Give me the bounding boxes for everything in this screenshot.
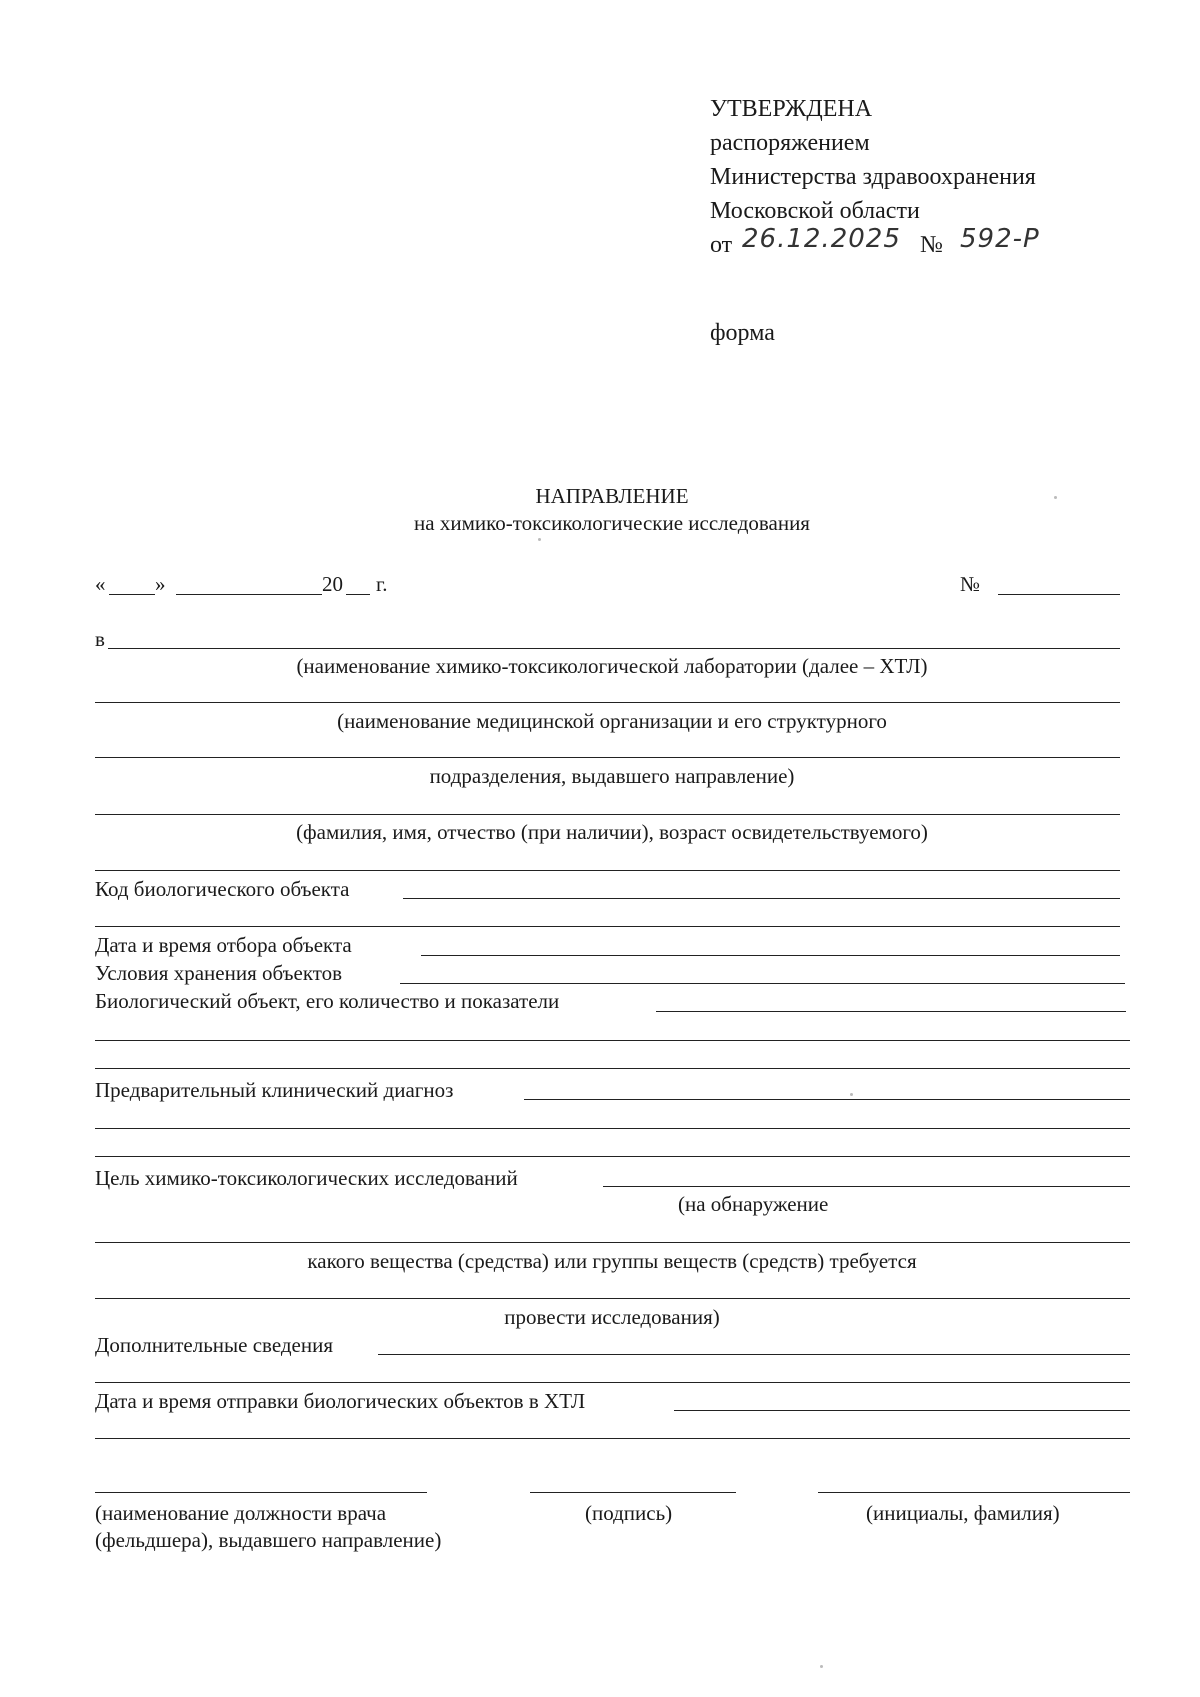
storage-line	[400, 983, 1125, 984]
org-hint-1: (наименование медицинской организации и его структурного	[337, 709, 887, 733]
diagnosis-line	[524, 1099, 1130, 1100]
purpose-hint-1: (на обнаружение	[678, 1192, 829, 1216]
scan-speck	[1054, 496, 1057, 499]
approval-line-1: распоряжением	[710, 130, 870, 156]
scan-speck	[850, 1093, 853, 1096]
bio-code-line-2	[95, 926, 1120, 927]
year-prefix: 20	[322, 572, 343, 596]
position-signature-line	[95, 1492, 427, 1493]
signature-line	[530, 1492, 736, 1493]
org-line-1	[95, 702, 1120, 703]
diagnosis-line-3	[95, 1156, 1130, 1157]
org-hint-2: подразделения, выдавшего направление)	[429, 764, 795, 788]
date-quote-close: »	[155, 572, 166, 596]
bio-code-line	[403, 898, 1120, 899]
sample-datetime-line	[421, 955, 1120, 956]
dispatch-label: Дата и время отправки биологических объектов в ХТЛ	[95, 1389, 586, 1413]
document-title: НАПРАВЛЕНИЕ	[535, 484, 689, 508]
referral-number-blank	[998, 594, 1120, 595]
approval-date-handwritten: 26.12.2025	[742, 224, 901, 254]
purpose-hint-2: какого вещества (средства) или группы веществ (средств) требуется	[307, 1249, 917, 1273]
person-line	[95, 814, 1120, 815]
purpose-hint-3: провести исследования)	[504, 1305, 720, 1329]
document-subtitle: на химико-токсикологические исследования	[414, 511, 810, 535]
year-blank	[346, 594, 370, 595]
lab-name-line	[108, 648, 1120, 649]
additional-label: Дополнительные сведения	[95, 1333, 334, 1357]
bio-object-line-3	[95, 1068, 1130, 1069]
approval-number-handwritten: 592-Р	[960, 224, 1040, 254]
date-quote-open: «	[95, 572, 106, 596]
month-blank	[176, 594, 322, 595]
purpose-line-2	[95, 1242, 1130, 1243]
bio-object-line-2	[95, 1040, 1130, 1041]
position-hint-1: (наименование должности врача	[95, 1501, 387, 1525]
storage-label: Условия хранения объектов	[95, 961, 343, 985]
approval-line-3: Московской области	[710, 198, 920, 224]
name-hint: (инициалы, фамилия)	[866, 1501, 1060, 1525]
approval-number-label: №	[920, 232, 943, 258]
diagnosis-label: Предварительный клинический диагноз	[95, 1078, 454, 1102]
bio-code-label: Код биологического объекта	[95, 877, 350, 901]
purpose-label: Цель химико-токсикологических исследований	[95, 1166, 518, 1190]
referral-number-label: №	[960, 572, 981, 596]
bio-object-line	[656, 1011, 1126, 1012]
form-label: форма	[710, 320, 775, 346]
dispatch-line	[674, 1410, 1130, 1411]
dispatch-line-2	[95, 1438, 1130, 1439]
org-line-2	[95, 757, 1120, 758]
approval-from-label: от	[710, 232, 733, 258]
name-signature-line	[818, 1492, 1130, 1493]
year-suffix: г.	[376, 572, 388, 596]
scan-speck	[820, 1665, 823, 1668]
approval-line-2: Министерства здравоохранения	[710, 164, 1036, 190]
lab-hint: (наименование химико-токсикологической лаборатории (далее – ХТЛ)	[296, 654, 928, 678]
additional-line-2	[95, 1382, 1130, 1383]
diagnosis-line-2	[95, 1128, 1130, 1129]
position-hint-2: (фельдшера), выдавшего направление)	[95, 1528, 442, 1552]
signature-hint: (подпись)	[585, 1501, 673, 1525]
bio-object-label: Биологический объект, его количество и показатели	[95, 989, 560, 1013]
approval-title: УТВЕРЖДЕНА	[710, 96, 873, 122]
purpose-line-3	[95, 1298, 1130, 1299]
to-label: в	[95, 627, 105, 651]
person-hint: (фамилия, имя, отчество (при наличии), возраст освидетельствуемого)	[296, 820, 928, 844]
purpose-line	[603, 1186, 1130, 1187]
person-line-2	[95, 870, 1120, 871]
additional-line	[378, 1354, 1130, 1355]
scan-speck	[538, 538, 541, 541]
sample-datetime-label: Дата и время отбора объекта	[95, 933, 352, 957]
day-blank	[109, 594, 155, 595]
